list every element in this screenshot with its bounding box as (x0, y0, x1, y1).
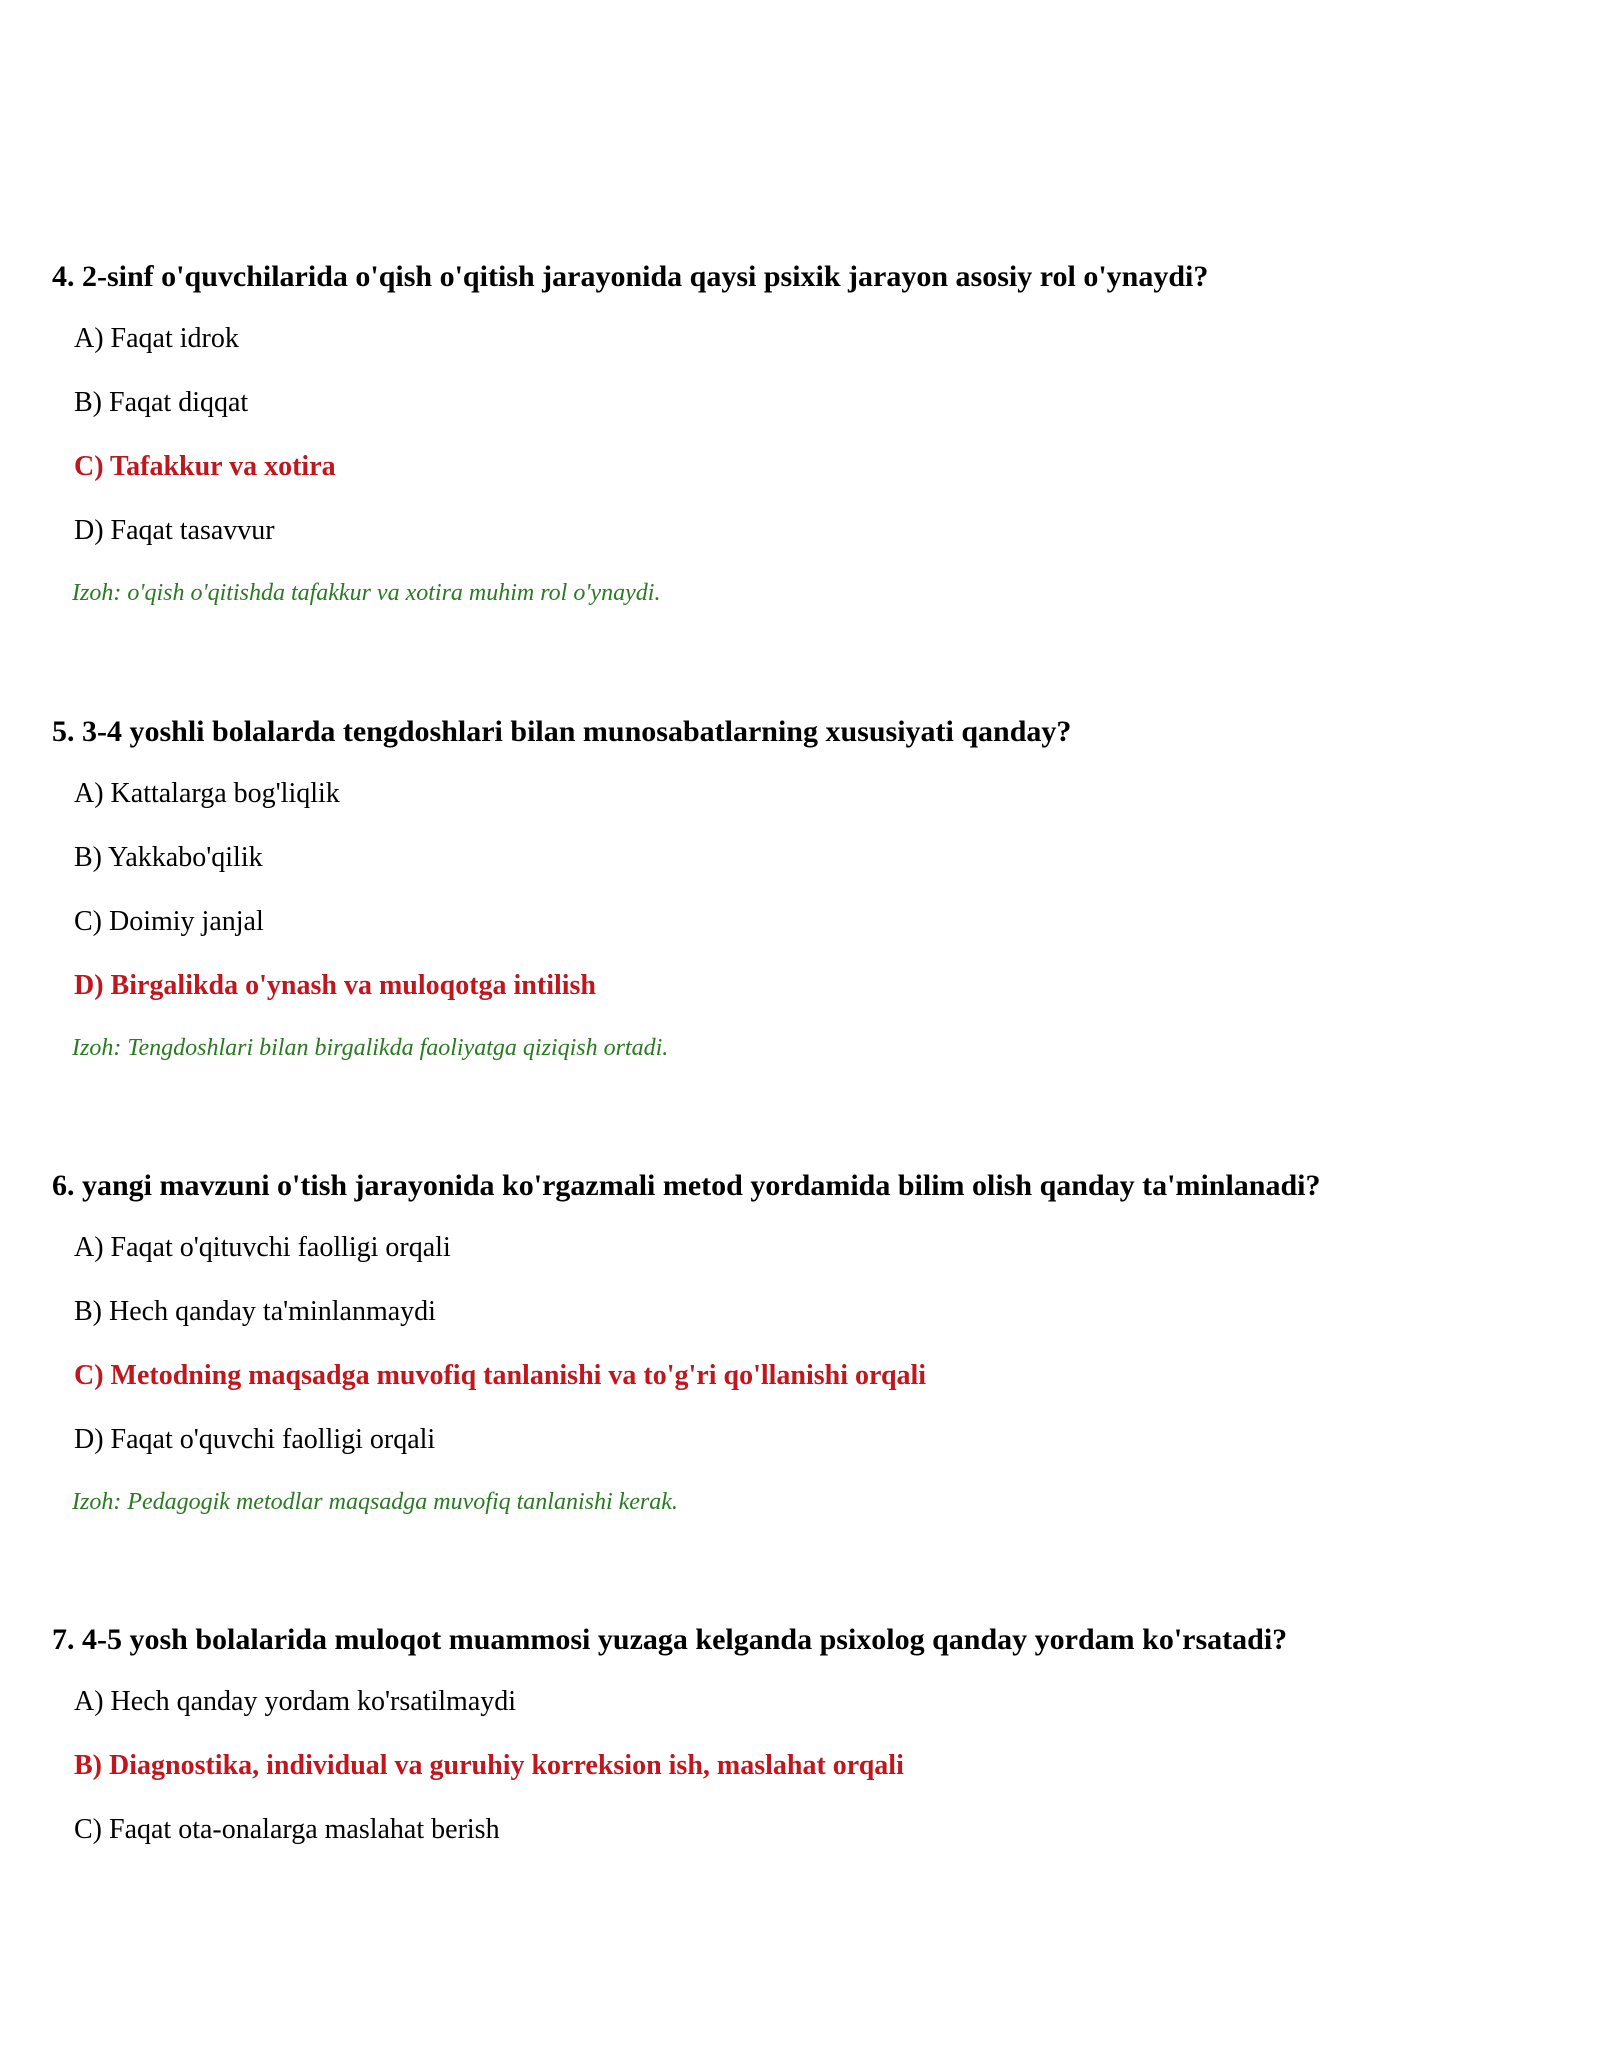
option-a: A) Faqat idrok (74, 323, 239, 354)
option-c: C) Doimiy janjal (74, 906, 264, 937)
question-6 (52, 1167, 1552, 1541)
question-title: 5. 3-4 yoshli bolalarda tengdoshlari bilan munosabatlarning xususiyati qanday? (52, 715, 1072, 748)
option-a: A) Hech qanday yordam ko'rsatilmaydi (74, 1686, 517, 1717)
option-d: D) Faqat o'quvchi faolligi orqali (74, 1424, 436, 1455)
answer-options (74, 1231, 1552, 1457)
explanation-note: Izoh: o'qish o'qitishda tafakkur va xotira muhim rol o'ynaydi. (72, 580, 661, 606)
answer-options (74, 1685, 1552, 1847)
question-5 (52, 713, 1552, 1087)
explanation-note: Izoh: Tengdoshlari bilan birgalikda faoliyatga qiziqish ortadi. (72, 1035, 669, 1061)
option-d: D) Faqat tasavvur (74, 515, 275, 546)
option-c: C) Faqat ota-onalarga maslahat berish (74, 1814, 500, 1845)
option-b: B) Hech qanday ta'minlanmaydi (74, 1296, 436, 1327)
option-b-correct: B) Diagnostika, individual va guruhiy korreksion ish, maslahat orqali (74, 1750, 904, 1781)
option-b: B) Faqat diqqat (74, 387, 249, 418)
question-title: 6. yangi mavzuni o'tish jarayonida ko'rgazmali metod yordamida bilim olish qanday ta'minlanadi? (52, 1169, 1321, 1202)
option-c-correct: C) Metodning maqsadga muvofiq tanlanishi va to'g'ri qo'llanishi orqali (74, 1360, 927, 1391)
option-b: B) Yakkabo'qilik (74, 842, 263, 873)
explanation-note: Izoh: Pedagogik metodlar maqsadga muvofiq tanlanishi kerak. (72, 1489, 678, 1515)
question-title: 7. 4-5 yosh bolalarida muloqot muammosi yuzaga kelganda psixolog qanday yordam ko'rsatadi? (52, 1623, 1288, 1656)
option-a: A) Faqat o'qituvchi faolligi orqali (74, 1232, 451, 1263)
option-c-correct: C) Tafakkur va xotira (74, 451, 336, 482)
answer-options (74, 322, 1552, 548)
answer-options (74, 777, 1552, 1003)
option-a: A) Kattalarga bog'liqlik (74, 778, 340, 809)
option-d-correct: D) Birgalikda o'ynash va muloqotga intilish (74, 970, 597, 1001)
question-7 (52, 1621, 1552, 1847)
question-title: 4. 2-sinf o'quvchilarida o'qish o'qitish jarayonida qaysi psixik jarayon asosiy rol o'ynaydi? (52, 260, 1209, 293)
question-4 (52, 258, 1552, 632)
